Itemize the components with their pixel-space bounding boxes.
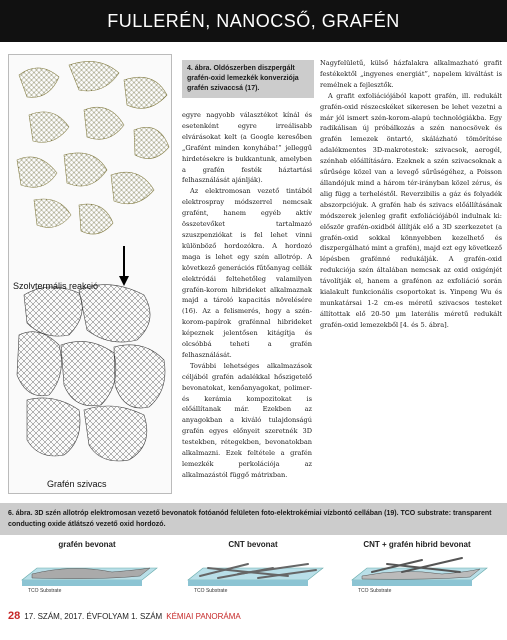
- process-label: Szolvtermális reakció: [13, 281, 99, 291]
- paragraph: Az elektromosan vezető tintából elektrospray módszerrel nemcsak grafént, hanem egyéb aktív összetevőket tartalmazó szuszpenziókat is fel lehet vinni különböző hordozókra. A hordozó maga is lehet egy szén allotróp. A következő generációs fűtőanyag cellák elektródái feltehetőleg valamilyen grafén-korom hibrideket alkalmaznak majd a tároló kapacitás növelésére (16). Az a felismerés, hogy a szén-korom-papírok grafénnal hibrideket képeznek jelentősen kitágítja és olcsóbbá teheti a grafén felhasználását.: [182, 187, 312, 359]
- text-column-1: [182, 110, 312, 481]
- figure-6: [12, 540, 498, 598]
- panel-graphene: [12, 540, 162, 598]
- figure-6-caption: 6. ábra. 3D szén allotróp elektromosan vezető bevonatok fotóanód felületen foto-elektrokémiai vízbontó cellában (19). TCO substrate: transparent conducting oxide átlátszó vezető oxid hordozó.: [0, 503, 507, 535]
- paragraph: egyre nagyobb választékot kínál és esetenként egyre irreálisabb elvárásokat kelt (a Google keresőben „Grafént minden konyhába!” jelleggű hirdetésekre is bukkantunk, amelyben a grafén festék háztartási felhasználását ajánlják).: [182, 111, 312, 185]
- result-label: Grafén szivacs: [47, 479, 107, 489]
- cnt-coating-illustration: [178, 550, 328, 598]
- page-header: [0, 0, 507, 42]
- figure-4-caption: 4. ábra. Oldószerben diszpergált grafén-oxid lemezkék konverziója grafén szivaccsá (17).: [182, 60, 314, 98]
- panel-hybrid: [342, 540, 492, 598]
- paragraph: Nagyfelületű, külső házfalakra alkalmazható grafit festékektől „ingyenes energiát”, napelem kiváltást is remélnek a fejlesztők.: [320, 59, 502, 89]
- header-title: FULLERÉN, NANOCSŐ, GRAFÉN: [107, 10, 400, 31]
- figure-4: [8, 54, 172, 494]
- paragraph: A grafit exfoliációjából kapott grafén, ill. redukált grafén-oxid részecskéket sikeresen be lehet vezetni a már jól ismert szén-korom-alapú technológiákba. Egy radikálisan új próbálkozás a szén nanocsövek és grafén lemezek öntartó, skálázható tömörítése adalékmentes 3D-makrotestek: szivacsok, aerogél, szénhab előállítására. Ezeknek a szén szivacsoknak a sűrűsége közel van a levegő sűrűségéhez, a Poisson állandójuk mind a három tér-irányban közel zérus, és alig függ a terheléstől. Reverzibilis a gáz és folyadék abszorpciójuk. A grafén hab és szivacs előállításának módszerek jelenleg grafit exfoliációjából indulnak ki: először grafén-oxidból állítják elő a 3D szerkezetet (a grafén-oxid sokkal könnyebben kezelhető és diszpergálható mint a grafén), majd ezt egy következő lépésben grafénné redukálják. A grafén-oxid redukciója szén általában nemcsak az oxid oxigénjét távolítják el, hanem a grafénon az exfoliáció során kialakult funkcionális csoportokat is. Yinpeng Wu és munkatársai 1-2 cm-es méretű szivacsos testeket állítottak elő 20-50 µm laterális méretű redukált grafén-oxid lemezekből [4. és 5. ábra].: [320, 91, 502, 329]
- graphene-sheets-illustration: [9, 55, 173, 495]
- substrate-label: TCO Substrate: [358, 588, 392, 594]
- panel-title: CNT + grafén hibrid bevonat: [363, 540, 471, 549]
- hybrid-coating-illustration: [342, 550, 492, 598]
- substrate-label: TCO Substrate: [28, 588, 62, 594]
- panel-cnt: [178, 540, 328, 598]
- down-arrow-icon: [119, 246, 129, 286]
- substrate-label: TCO Substrate: [194, 588, 228, 594]
- page-number: 28: [8, 610, 21, 622]
- magazine-name: KÉMIAI PANORÁMA: [166, 612, 241, 621]
- graphene-coating-illustration: [12, 550, 162, 598]
- text-column-2: [320, 58, 502, 331]
- page-footer: [8, 610, 241, 622]
- issue-info: 17. SZÁM, 2017. ÉVFOLYAM 1. SZÁM: [24, 612, 163, 621]
- panel-title: grafén bevonat: [58, 540, 116, 549]
- paragraph: További lehetséges alkalmazások céljából grafén adalékkal hőszigetelő bevonatokat, kenőanyagokat, polimer- és kerámia kompozitokat is előállítanak már. Ezekben az anyagokban a kiváló tulajdonságú grafén egyes előnyeit szeretnék 3D testekben, rétegekben, bevonatokban alkalmazni. Ezek feltétele a grafén lemezkék perkolációja az alkalmazástól függő mátrixban.: [182, 361, 312, 479]
- panel-title: CNT bevonat: [228, 540, 278, 549]
